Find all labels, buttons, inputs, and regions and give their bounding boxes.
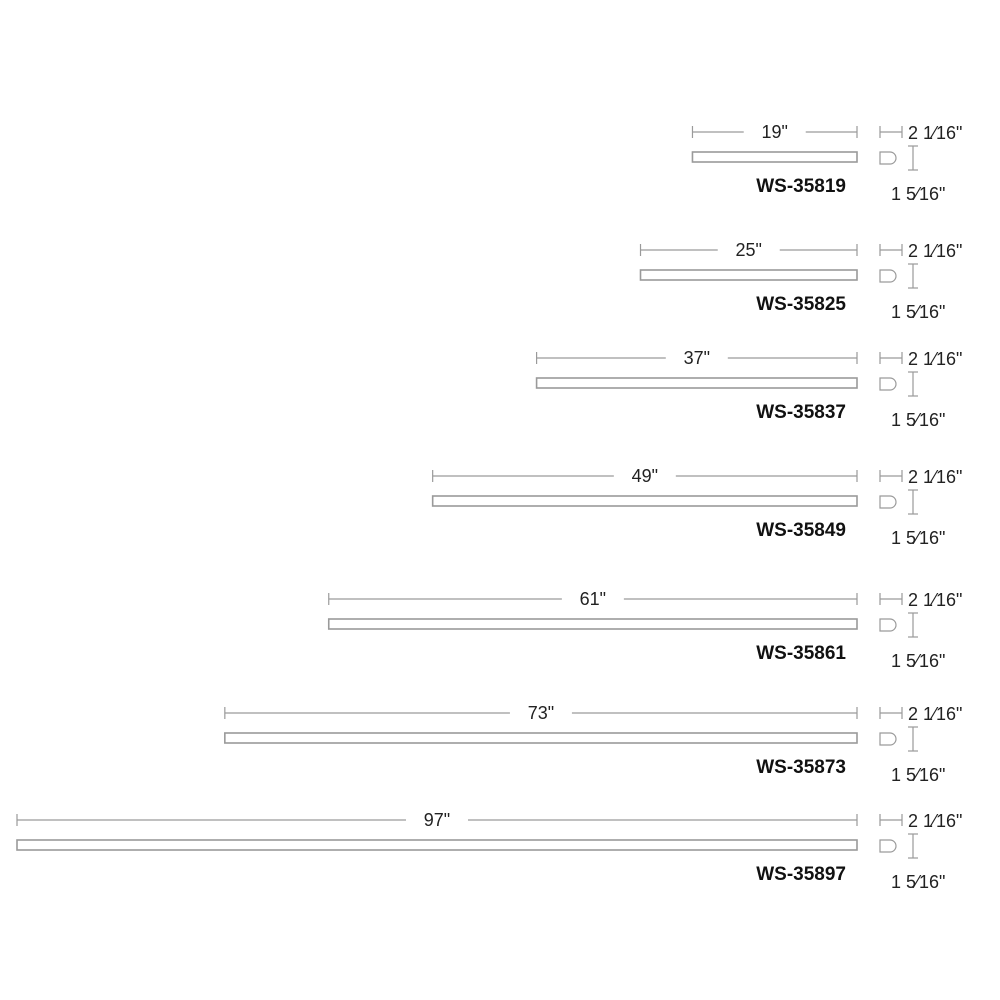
height-label: 1 5⁄16" bbox=[891, 765, 946, 785]
length-label: 61" bbox=[579, 589, 607, 609]
model-number: WS-35861 bbox=[756, 643, 846, 664]
height-label: 1 5⁄16" bbox=[891, 184, 946, 204]
fixture-bar bbox=[692, 152, 857, 162]
width-label: 2 1⁄16" bbox=[908, 590, 963, 610]
profile-end-view bbox=[880, 733, 896, 745]
width-label: 2 1⁄16" bbox=[908, 704, 963, 724]
length-label: 19" bbox=[761, 122, 788, 142]
height-label: 1 5⁄16" bbox=[891, 872, 946, 892]
height-label: 1 5⁄16" bbox=[891, 302, 946, 322]
fixture-bar bbox=[641, 270, 857, 280]
profile-end-view bbox=[880, 619, 896, 631]
model-number: WS-35873 bbox=[756, 757, 846, 778]
profile-end-view bbox=[880, 152, 896, 164]
profile-end-view bbox=[880, 270, 896, 282]
profile-end-view bbox=[880, 496, 896, 508]
product-row bbox=[692, 122, 962, 204]
model-number: WS-35837 bbox=[756, 402, 846, 423]
height-label: 1 5⁄16" bbox=[891, 410, 946, 430]
length-label: 97" bbox=[423, 810, 451, 830]
fixture-bar bbox=[225, 733, 857, 743]
product-row bbox=[17, 810, 962, 892]
width-label: 2 1⁄16" bbox=[908, 467, 963, 487]
width-label: 2 1⁄16" bbox=[908, 811, 963, 831]
length-label: 37" bbox=[683, 348, 711, 368]
width-label: 2 1⁄16" bbox=[908, 349, 963, 369]
model-number: WS-35819 bbox=[756, 176, 846, 197]
product-row bbox=[225, 703, 963, 785]
profile-end-view bbox=[880, 378, 896, 390]
fixture-bar bbox=[433, 496, 857, 506]
model-number: WS-35825 bbox=[756, 294, 846, 315]
fixture-bar bbox=[537, 378, 857, 388]
model-number: WS-35897 bbox=[756, 864, 846, 885]
length-label: 49" bbox=[631, 466, 659, 486]
width-label: 2 1⁄16" bbox=[908, 123, 963, 143]
height-label: 1 5⁄16" bbox=[891, 528, 946, 548]
product-row bbox=[433, 466, 963, 548]
height-label: 1 5⁄16" bbox=[891, 651, 946, 671]
profile-end-view bbox=[880, 840, 896, 852]
width-label: 2 1⁄16" bbox=[908, 241, 963, 261]
fixture-bar bbox=[17, 840, 857, 850]
length-label: 25" bbox=[735, 240, 762, 260]
product-row bbox=[641, 240, 963, 322]
product-row bbox=[537, 348, 963, 430]
length-label: 73" bbox=[527, 703, 555, 723]
model-number: WS-35849 bbox=[756, 520, 846, 541]
product-row bbox=[329, 589, 963, 671]
fixture-bar bbox=[329, 619, 857, 629]
